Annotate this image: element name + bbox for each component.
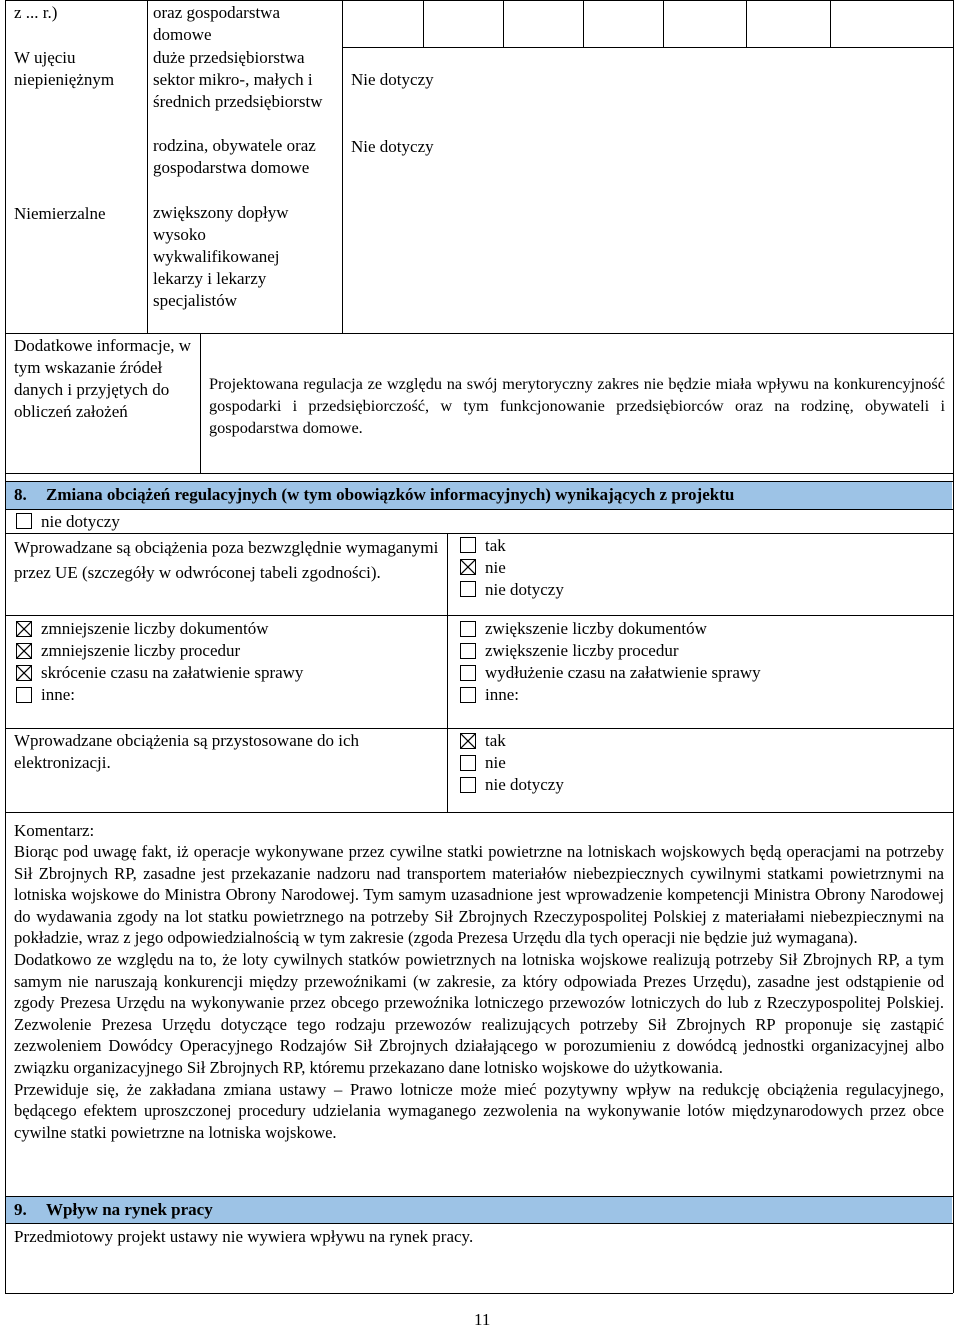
left-option-3-checkbox[interactable] <box>16 665 32 681</box>
q1-no-label: nie <box>485 558 506 577</box>
question1-text: Wprowadzane są obciążenia poza bezwzględnie wymaganymi przez UE (szczegóły w odwróconej tabeli zgodności). <box>14 538 439 582</box>
nonmonetary-label: W ujęciu niepieniężnym <box>14 48 115 89</box>
q1-yes-checkbox[interactable] <box>460 537 476 553</box>
section9-text: Przedmiotowy projekt ustawy nie wywiera wpływu na rynek pracy. <box>14 1227 474 1246</box>
checked-x-icon <box>17 622 31 636</box>
unmeasurable-value: zwiększony dopływ wysoko wykwalifikowanej lekarzy i lekarzy specjalistów <box>153 203 289 310</box>
left-option-1-checkbox[interactable] <box>16 621 32 637</box>
q2-na-label: nie dotyczy <box>485 775 564 794</box>
q2-na-checkbox[interactable] <box>460 777 476 793</box>
page-number: 11 <box>474 1310 491 1329</box>
comment-paragraph: Biorąc pod uwagę fakt, iż operacje wykonywane przez cywilne statki powietrzne na lotniskach wojskowych będą operacjami na potrzeby Sił Zbrojnych RP, zasadne jest przekazanie nadzoru nad transportem materiałów niebezpiecznych cywilnymi statkami powietrznymi na lotniska wojskowe do Ministra Obrony Narodowej. Tym samym uzasadnione jest wprowadzenie kompetencji Ministra Obrony Narodowej do wydawania zgody na lot statku powietrznego na potrzeby Sił Zbrojnych Rzeczypospolitej Polskiej z materiałami niebezpiecznymi na pokładzie, wraz z jego odpowiedzialnością w tym zakresie (zgoda Prezesa Urzędu dla tych operacji nie będzie już wymagana). <box>14 842 944 948</box>
unmeasurable-label: Niemierzalne <box>14 204 106 223</box>
left-option-4-label: inne: <box>41 685 75 704</box>
group-large-enterprises: duże przedsiębiorstwa <box>153 48 305 67</box>
right-option-1-label: zwiększenie liczby dokumentów <box>485 619 707 638</box>
checked-x-icon <box>17 644 31 658</box>
left-option-2-checkbox[interactable] <box>16 643 32 659</box>
q1-no-checkbox[interactable] <box>460 559 476 575</box>
left-option-4-checkbox[interactable] <box>16 687 32 703</box>
row0-mid-text: oraz gospodarstwa domowe <box>153 3 280 44</box>
comment-paragraph: Przewiduje się, że zakładana zmiana ustawy – Prawo lotnicze może mieć pozytywny wpływ na redukcję obciążenia regulacyjnego, będącego efektem uproszczonej procedury udzielania wymaganego zezwolenia na wykonywanie lotów międzynarodowych przez obce cywilne statki powietrzne na lotniska wojskowe. <box>14 1079 944 1142</box>
comment-body <box>14 841 944 1143</box>
q1-na-label: nie dotyczy <box>485 580 564 599</box>
left-option-2-label: zmniejszenie liczby procedur <box>41 641 241 660</box>
q1-na-checkbox[interactable] <box>460 581 476 597</box>
left-option-3-label: skrócenie czasu na załatwienie sprawy <box>41 663 304 682</box>
question2-text: Wprowadzane obciążenia są przystosowane do ich elektronizacji. <box>14 731 360 772</box>
q2-yes-checkbox[interactable] <box>460 733 476 749</box>
additional-info-label: Dodatkowe informacje, w tym wskazanie źródeł danych i przyjętych do obliczeń założeń <box>14 336 192 421</box>
checked-x-icon <box>461 560 475 574</box>
group-sme: sektor mikro-, małych i średnich przedsiębiorstw <box>153 70 323 111</box>
right-option-2-label: zwiększenie liczby procedur <box>485 641 679 660</box>
comment-label: Komentarz: <box>14 821 95 840</box>
section9-number: 9. <box>14 1200 27 1219</box>
checked-x-icon <box>17 666 31 680</box>
q2-no-label: nie <box>485 753 506 772</box>
right-option-3-checkbox[interactable] <box>460 665 476 681</box>
q2-yes-label: tak <box>485 731 506 750</box>
value-large-enterprises: Nie dotyczy <box>351 70 434 89</box>
section8-number: 8. <box>14 485 27 504</box>
q1-yes-label: tak <box>485 536 506 555</box>
comment-paragraph: Dodatkowo ze względu na to, że loty cywilnych statków powietrznych na lotniska wojskowe realizują potrzeby Sił Zbrojnych RP, a tym samym nie naruszają konkurencji między przewoźnikami (w zakresie, za który odpowiada Prezes Urzędu), zasadne jest odstąpienie od zgody Prezesa Urzędu na wykonywanie przez obcego przewoźnika lotniczego przewozów lotniczych do lub z Rzeczypospolitej Polskiej. Zezwolenie Prezesa Urzędu dotyczące tego rodzaju przewozów realizujących potrzeby Sił Zbrojnych RP proponuje się zastąpić zezwoleniem Dowódcy Operacyjnego Rodzajów Sił Zbrojnych działającego w porozumieniu z dowódcą jednostki organizacyjnej albo związku organizacyjnego Sił Zbrojnych RP, któremu przekazano dane lotnisko wojskowe do użytkowania. <box>14 949 944 1077</box>
section9-title: Wpływ na rynek pracy <box>46 1200 213 1219</box>
section8-title: Zmiana obciążeń regulacyjnych (w tym obowiązków informacyjnych) wynikających z projektu <box>46 485 735 504</box>
not-applicable-label: nie dotyczy <box>41 512 120 531</box>
right-option-4-label: inne: <box>485 685 519 704</box>
group-families: rodzina, obywatele oraz gospodarstwa domowe <box>153 136 316 177</box>
right-option-1-checkbox[interactable] <box>460 621 476 637</box>
checked-x-icon <box>461 734 475 748</box>
right-option-4-checkbox[interactable] <box>460 687 476 703</box>
q2-no-checkbox[interactable] <box>460 755 476 771</box>
additional-info-text: Projektowana regulacja ze względu na swój merytoryczny zakres nie będzie miała wpływu na konkurencyjność gospodarki i przedsiębiorczość, w tym funkcjonowanie przedsiębiorców oraz na rodzinę, obywateli i gospodarstwa domowe. <box>209 374 945 437</box>
right-option-3-label: wydłużenie czasu na załatwienie sprawy <box>485 663 761 682</box>
not-applicable-checkbox[interactable] <box>16 513 32 529</box>
row0-left-text: z ... r.) <box>14 3 58 22</box>
right-option-2-checkbox[interactable] <box>460 643 476 659</box>
left-option-1-label: zmniejszenie liczby dokumentów <box>41 619 269 638</box>
value-families: Nie dotyczy <box>351 137 434 156</box>
